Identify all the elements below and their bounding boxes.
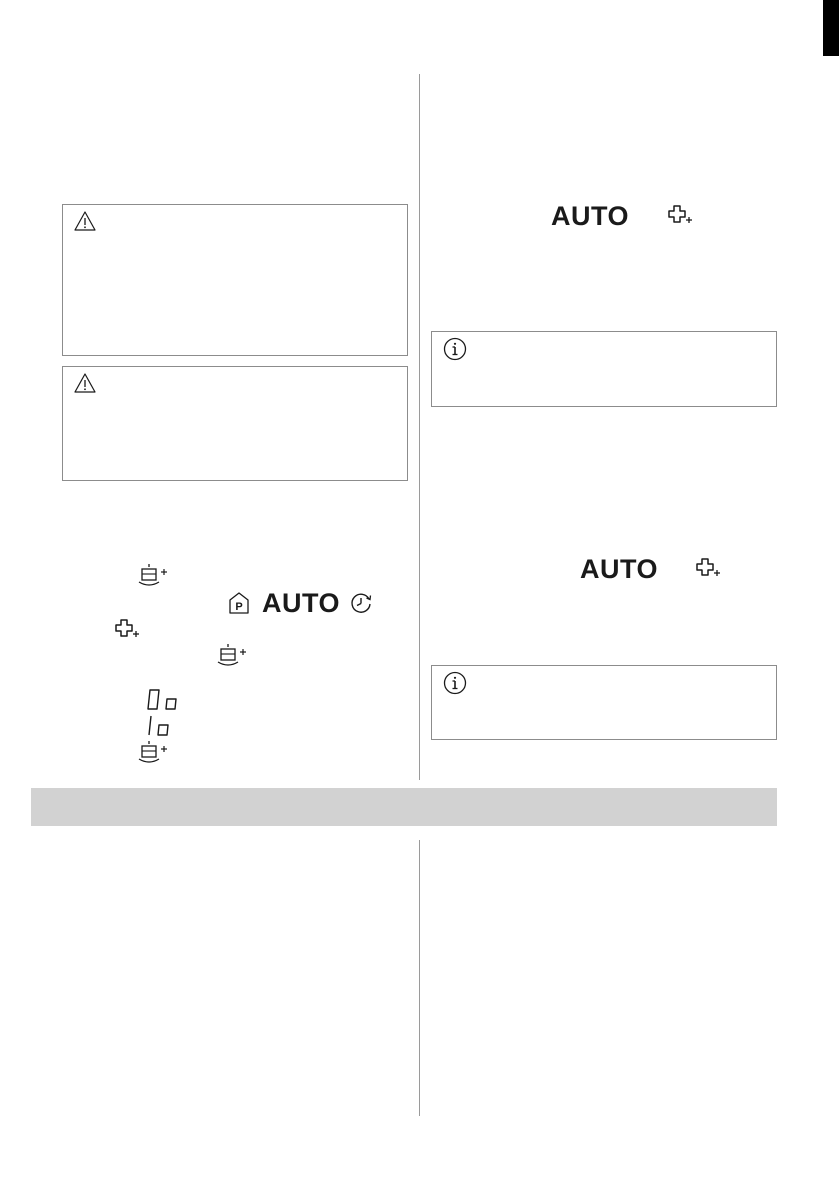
extra-dry-dish-icon [138, 563, 174, 589]
warning-box-1 [62, 204, 408, 356]
delay-clock-icon [349, 591, 373, 615]
column-divider-top [419, 74, 420, 780]
program-p-icon [228, 591, 250, 615]
display-on-1o [145, 714, 183, 738]
auto-label-left: AUTO [262, 588, 341, 618]
info-box-1 [431, 331, 777, 407]
column-divider-bottom [419, 840, 420, 1116]
extra-hygiene-cross-icon [114, 619, 142, 641]
display-off-0o [145, 688, 183, 712]
warning-box-2 [62, 366, 408, 481]
warning-triangle-icon [74, 373, 96, 393]
info-circle-icon [443, 337, 467, 361]
auto-label-right-2: AUTO [580, 554, 659, 584]
svg-text:P: P [235, 601, 243, 613]
auto-label-right-1: AUTO [551, 201, 630, 231]
extra-hygiene-cross-icon [695, 558, 723, 582]
info-box-2 [431, 665, 777, 740]
info-circle-icon [443, 671, 467, 695]
extra-dry-dish-icon [138, 740, 174, 766]
extra-hygiene-cross-icon [667, 205, 695, 229]
warning-triangle-icon [74, 211, 96, 231]
extra-dry-dish-icon [217, 643, 253, 669]
section-header-band [31, 788, 777, 826]
page-edge-tab [823, 0, 839, 56]
